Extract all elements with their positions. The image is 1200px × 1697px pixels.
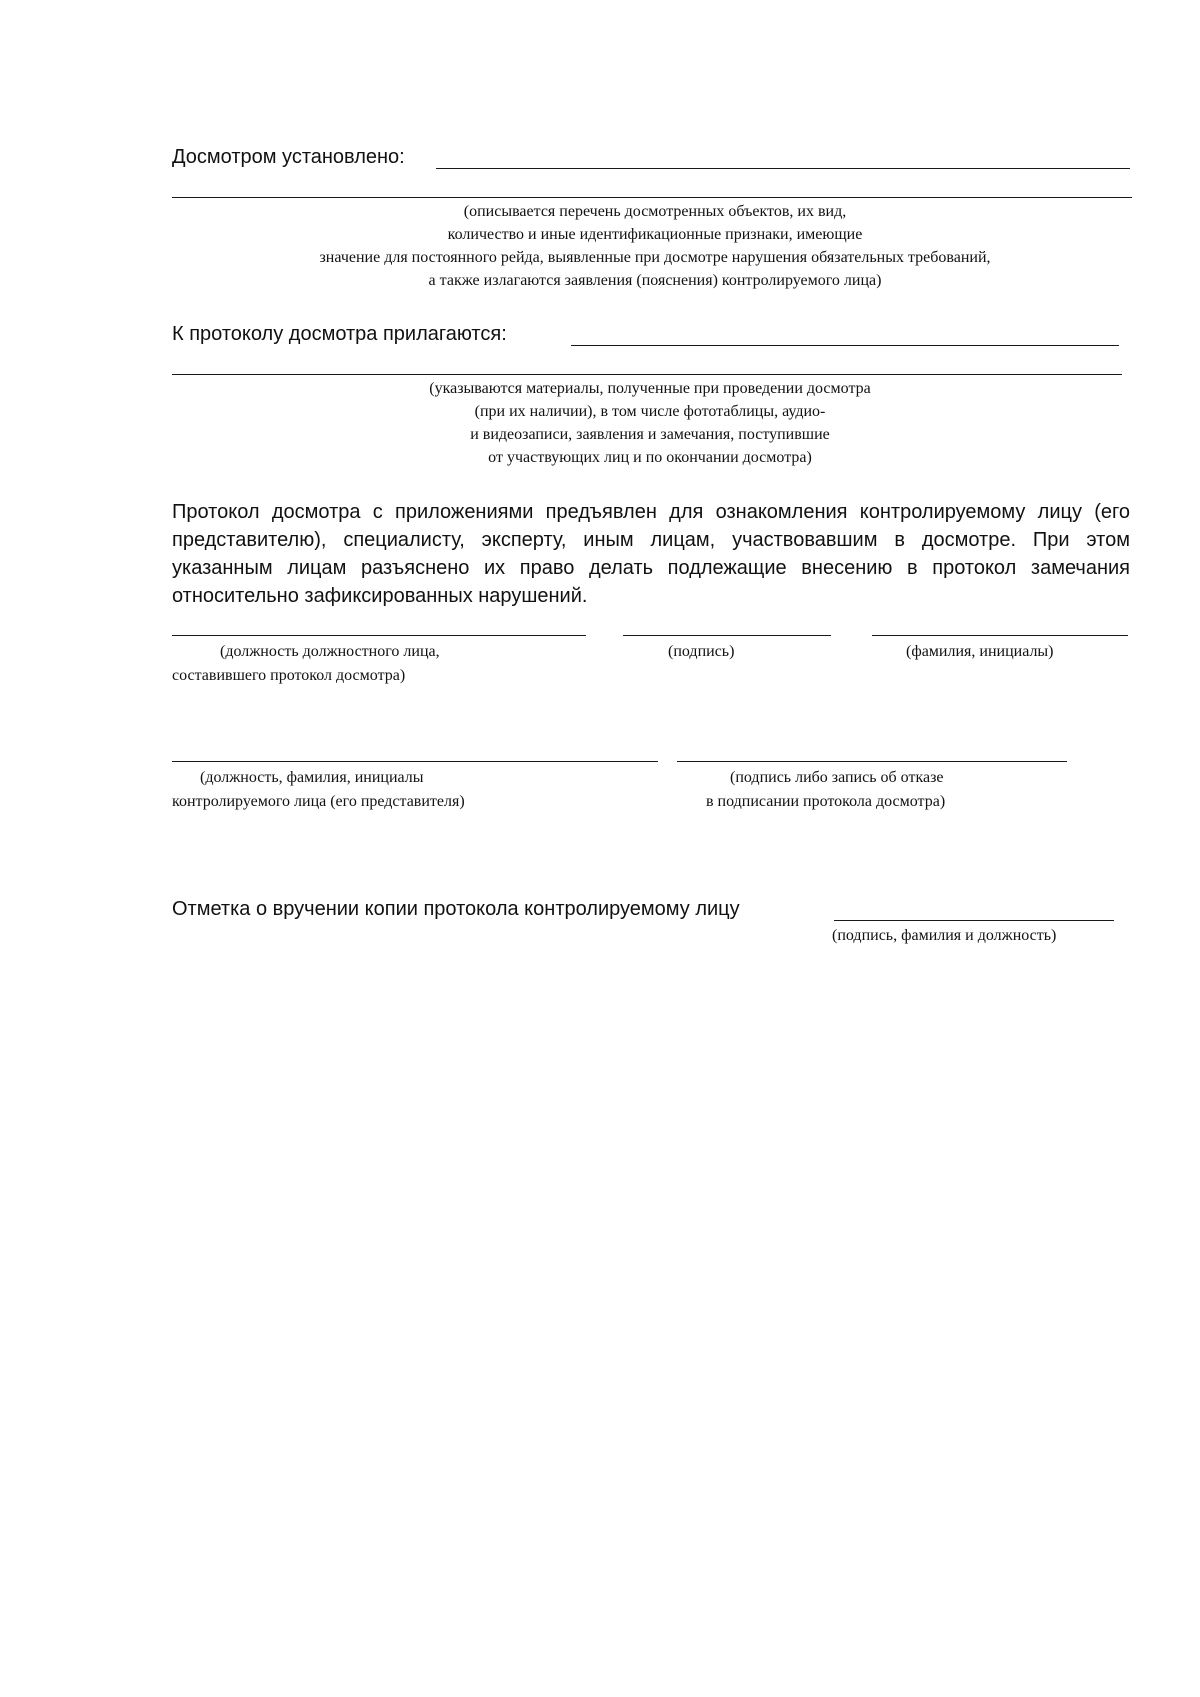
copy-delivery-label: Отметка о вручении копии протокола контролируемому лицу: [172, 898, 740, 920]
controlled-person-line[interactable]: [172, 761, 658, 762]
findings-hint-line: количество и иные идентификационные признаки, имеющие: [447, 226, 863, 243]
copy-delivery-caption: (подпись, фамилия и должность): [832, 927, 1057, 944]
official-position-line[interactable]: [172, 635, 586, 636]
official-signature-caption: (подпись): [668, 643, 735, 660]
controlled-person-caption-cont: контролируемого лица (его представителя): [172, 793, 465, 810]
copy-delivery-line[interactable]: [834, 920, 1114, 921]
attachments-hint-line: (указываются материалы, полученные при проведении досмотра: [429, 380, 871, 397]
findings-hint: [160, 200, 1150, 292]
findings-label: Досмотром установлено:: [172, 146, 405, 168]
findings-input-line[interactable]: [436, 168, 1130, 169]
official-signature-line[interactable]: [623, 635, 831, 636]
controlled-person-signature-caption: (подпись либо запись об отказе: [730, 769, 944, 786]
familiarization-paragraph: Протокол досмотра с приложениями предъявлен для ознакомления контролируемому лицу (его представителю), специалисту, эксперту, иным лицам, участвовавшим в досмотре. При этом указанным лицам разъяснено их право делать подлежащие внесению в протокол замечания относительно зафиксированных нарушений.: [172, 501, 1130, 607]
findings-hint-line: (описывается перечень досмотренных объектов, их вид,: [463, 203, 847, 220]
official-name-caption: (фамилия, инициалы): [906, 643, 1054, 660]
attachments-label: К протоколу досмотра прилагаются:: [172, 323, 507, 345]
controlled-person-signature-line[interactable]: [677, 761, 1067, 762]
findings-hint-line: а также излагаются заявления (пояснения) контролируемого лица): [428, 272, 882, 289]
findings-continuation-line[interactable]: [172, 197, 1132, 198]
attachments-continuation-line[interactable]: [172, 374, 1122, 375]
attachments-hint-line: (при их наличии), в том числе фототаблицы, аудио-: [474, 403, 826, 420]
attachments-hint-line: от участвующих лиц и по окончании досмотра): [488, 449, 812, 466]
controlled-person-signature-caption-cont: в подписании протокола досмотра): [706, 793, 946, 810]
official-name-line[interactable]: [872, 635, 1128, 636]
official-position-caption-cont: составившего протокол досмотра): [172, 667, 406, 684]
attachments-input-line[interactable]: [571, 345, 1119, 346]
official-position-caption: (должность должностного лица,: [220, 643, 440, 660]
attachments-hint: [300, 377, 1000, 469]
findings-hint-line: значение для постоянного рейда, выявленные при досмотре нарушения обязательных требований,: [319, 249, 991, 266]
attachments-hint-line: и видеозаписи, заявления и замечания, поступившие: [470, 426, 830, 443]
controlled-person-caption: (должность, фамилия, инициалы: [200, 769, 424, 786]
